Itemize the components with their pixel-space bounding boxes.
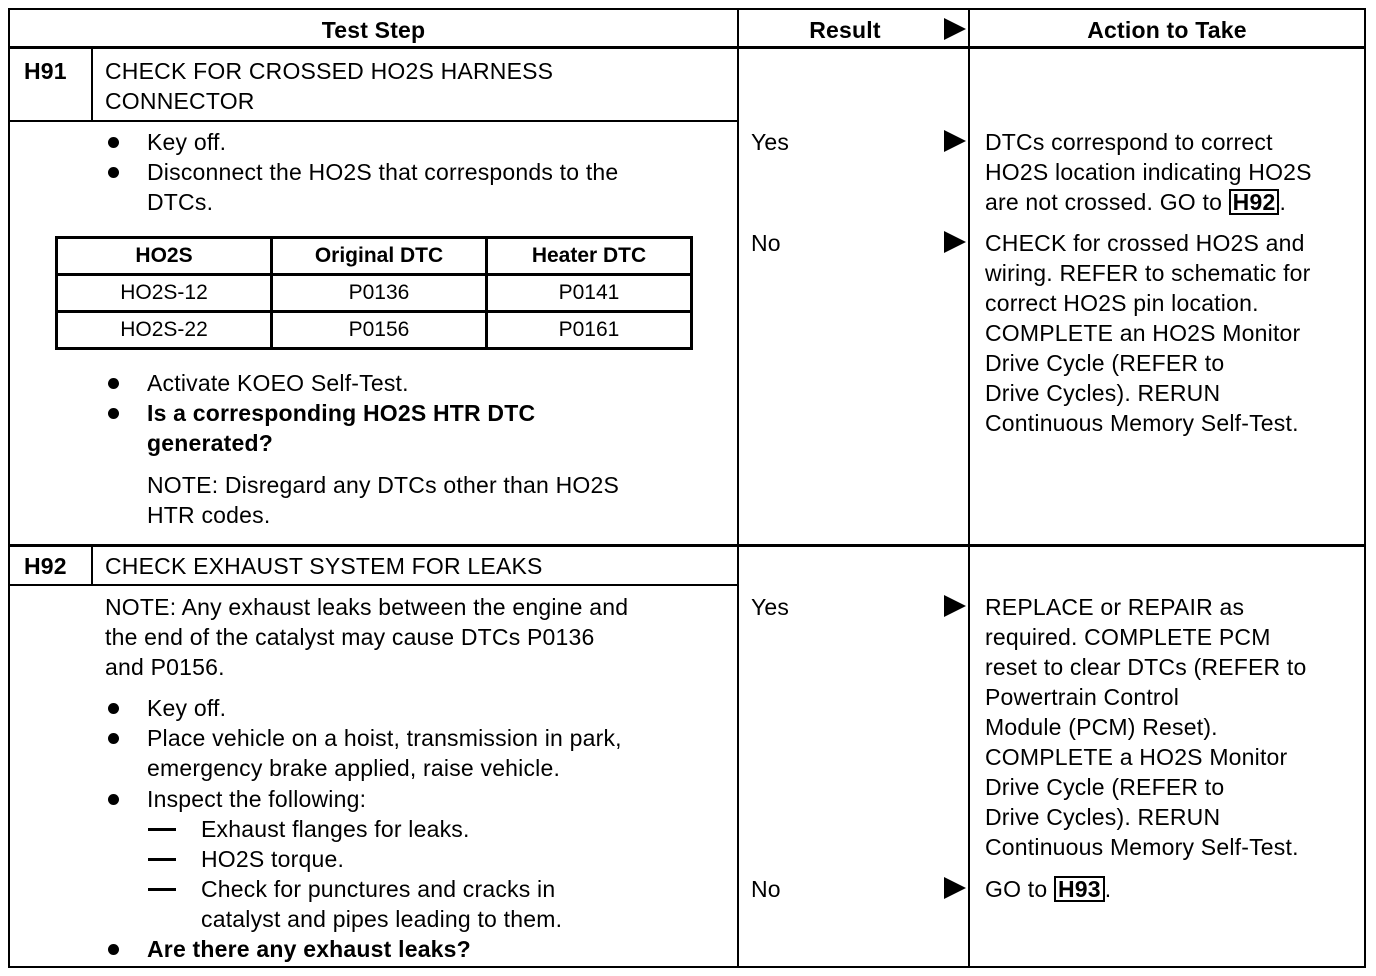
h92-bullet2-line2: emergency brake applied, raise vehicle. (147, 755, 561, 781)
step-link-h92[interactable]: H92 (1229, 189, 1280, 215)
table-left-border (8, 8, 10, 968)
h92-bullet1: Key off. (147, 695, 227, 721)
result-arrow-icon (944, 130, 966, 152)
header-arrow-icon (944, 18, 966, 40)
h91-no-action-line: wiring. REFER to schematic for (985, 260, 1311, 286)
h91-bullet2-line1: Disconnect the HO2S that corresponds to the (147, 159, 619, 185)
action-column-border (968, 8, 970, 968)
bullet-icon (108, 167, 119, 178)
h91-yes-action-text: are not crossed. GO to (985, 189, 1223, 215)
h91-bullet1: Key off. (147, 129, 227, 155)
h92-yes-action-line: Drive Cycles). RERUN (985, 804, 1221, 830)
h92-result-no: No (751, 876, 781, 902)
h91-bullet4-line1: Is a corresponding HO2S HTR DTC (147, 400, 536, 426)
h92-yes-action-line: reset to clear DTCs (REFER to (985, 654, 1307, 680)
table-cell: P0136 (272, 275, 487, 312)
h92-sub1: Exhaust flanges for leaks. (201, 816, 470, 842)
header-test-step: Test Step (321, 17, 426, 43)
table-top-border (8, 8, 1366, 10)
result-arrow-icon (944, 595, 966, 617)
h92-bullet3: Inspect the following: (147, 786, 367, 812)
bullet-icon (108, 794, 119, 805)
row-divider (8, 544, 1366, 547)
h91-bullet4-line2: generated? (147, 430, 273, 456)
h92-note-line3: and P0156. (105, 654, 225, 680)
h91-no-action-line: Continuous Memory Self-Test. (985, 410, 1299, 436)
h92-sub2: HO2S torque. (201, 846, 345, 872)
h91-bullet2-line2: DTCs. (147, 189, 214, 215)
h91-no-action-line: CHECK for crossed HO2S and (985, 230, 1305, 256)
table-cell: HO2S-22 (57, 312, 272, 349)
step-id-divider-h91 (91, 49, 93, 121)
table-cell: P0141 (487, 275, 692, 312)
h91-result-yes: Yes (751, 129, 790, 155)
h92-step-id: H92 (24, 553, 67, 579)
table-bottom-border (8, 966, 1366, 968)
ho2s-dtc-table (55, 236, 693, 350)
bullet-icon (108, 408, 119, 419)
h92-bullet2-line1: Place vehicle on a hoist, transmission in park, (147, 725, 622, 751)
result-arrow-icon (944, 877, 966, 899)
header-result: Result (809, 17, 881, 43)
h92-no-action: GO to H93 . (985, 876, 1112, 902)
h91-yes-action-line1: DTCs correspond to correct (985, 129, 1273, 155)
h91-note-line2: HTR codes. (147, 502, 271, 528)
bullet-icon (108, 378, 119, 389)
result-column-border (737, 8, 739, 968)
h92-title: CHECK EXHAUST SYSTEM FOR LEAKS (105, 553, 543, 579)
h91-no-action-line: COMPLETE an HO2S Monitor (985, 320, 1301, 346)
table-cell: P0161 (487, 312, 692, 349)
h91-step-id: H91 (24, 58, 67, 84)
h92-yes-action-line: required. COMPLETE PCM (985, 624, 1271, 650)
bullet-icon (108, 733, 119, 744)
h91-title-line1: CHECK FOR CROSSED HO2S HARNESS (105, 58, 554, 84)
table-cell: P0156 (272, 312, 487, 349)
dash-icon (148, 888, 176, 891)
table-row (57, 312, 692, 349)
dash-icon (148, 828, 176, 831)
table-row (57, 275, 692, 312)
h91-yes-action-line3: are not crossed. GO to H92 . (985, 189, 1287, 215)
header-bottom-border (8, 46, 1366, 49)
h92-yes-action-line: REPLACE or REPAIR as (985, 594, 1245, 620)
h91-no-action-line: Drive Cycles). RERUN (985, 380, 1221, 406)
table-header-ho2s: HO2S (57, 238, 272, 275)
h92-yes-action-line: COMPLETE a HO2S Monitor (985, 744, 1288, 770)
dash-icon (148, 858, 176, 861)
h92-result-yes: Yes (751, 594, 790, 620)
h92-title-bottom-border (8, 584, 738, 586)
step-link-h93[interactable]: H93 (1054, 876, 1105, 902)
h91-note-line1: NOTE: Disregard any DTCs other than HO2S (147, 472, 619, 498)
h92-no-action-text: GO to (985, 876, 1048, 902)
bullet-icon (108, 703, 119, 714)
h92-note-line2: the end of the catalyst may cause DTCs P0136 (105, 624, 595, 650)
h92-yes-action-line: Module (PCM) Reset). (985, 714, 1218, 740)
table-header-row (57, 238, 692, 275)
h92-bullet4: Are there any exhaust leaks? (147, 936, 471, 962)
bullet-icon (108, 137, 119, 148)
table-header-heater-dtc: Heater DTC (487, 238, 692, 275)
h92-sub3-line1: Check for punctures and cracks in (201, 876, 556, 902)
header-action: Action to Take (1087, 17, 1247, 43)
h92-yes-action-line: Continuous Memory Self-Test. (985, 834, 1299, 860)
h91-result-no: No (751, 230, 781, 256)
result-arrow-icon (944, 231, 966, 253)
h92-yes-action-line: Powertrain Control (985, 684, 1180, 710)
h92-sub3-line2: catalyst and pipes leading to them. (201, 906, 563, 932)
h92-note-line1: NOTE: Any exhaust leaks between the engine and (105, 594, 629, 620)
table-cell: HO2S-12 (57, 275, 272, 312)
h92-yes-action-line: Drive Cycle (REFER to (985, 774, 1225, 800)
table-right-border (1364, 8, 1366, 968)
bullet-icon (108, 944, 119, 955)
h91-yes-action-line2: HO2S location indicating HO2S (985, 159, 1312, 185)
h91-no-action-line: Drive Cycle (REFER to (985, 350, 1225, 376)
h91-no-action-line: correct HO2S pin location. (985, 290, 1259, 316)
table-header-original-dtc: Original DTC (272, 238, 487, 275)
h91-title-bottom-border (8, 120, 738, 122)
h91-title-line2: CONNECTOR (105, 88, 255, 114)
h91-bullet3: Activate KOEO Self-Test. (147, 370, 409, 396)
step-id-divider-h92 (91, 547, 93, 585)
